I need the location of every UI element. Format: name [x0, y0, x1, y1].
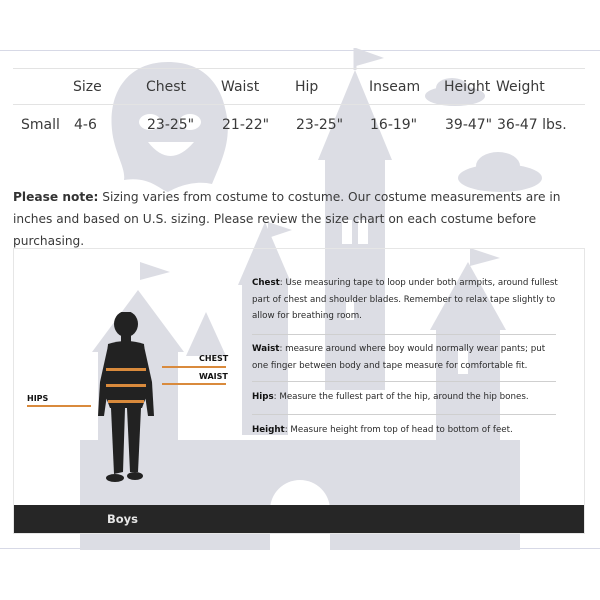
height-instruction	[252, 422, 558, 439]
table-row	[13, 105, 585, 177]
hips-label: HIPS	[27, 394, 49, 403]
chest-label: CHEST	[199, 354, 229, 363]
hips-leader-line	[27, 405, 91, 407]
size-table-header-row	[13, 69, 585, 105]
table-cell: 39-47"	[445, 117, 493, 133]
table-cell: 4-6	[74, 117, 97, 133]
instruction-divider	[252, 381, 556, 382]
sizing-note-label: Please note:	[13, 190, 99, 204]
instruction-text: : Measure the fullest part of the hip, around the hip bones.	[273, 392, 529, 402]
instruction-term: Chest	[252, 278, 280, 288]
size-table-header: Chest	[146, 69, 221, 105]
table-cell: 16-19"	[370, 117, 418, 133]
instruction-text: : measure around where boy would normally wear pants; put one finger between body and tape measure for comfortable fit.	[252, 344, 546, 371]
instruction-text: : Measure height from top of head to bottom of feet.	[284, 425, 513, 435]
instruction-term: Waist	[252, 344, 280, 354]
size-table-header: Hip	[295, 69, 369, 105]
instruction-divider	[252, 414, 556, 415]
size-table-header: Inseam	[369, 69, 444, 105]
chart-footer-bar	[14, 505, 584, 533]
sizing-note-text: Sizing varies from costume to costume. Our costume measurements are in inches and based on U.S. sizing. Please review the size chart on each costume before purchasing.	[13, 190, 561, 248]
table-cell: 36-47 lbs.	[497, 117, 567, 133]
size-table-header: Waist	[221, 69, 295, 105]
chart-footer-label: Boys	[107, 512, 139, 526]
instruction-divider	[252, 334, 556, 335]
sizing-note	[13, 186, 588, 252]
instruction-term: Hips	[252, 392, 274, 402]
instruction-term: Height	[252, 425, 285, 435]
boy-silhouette-figure	[92, 312, 162, 488]
table-cell: 23-25"	[147, 117, 195, 133]
size-table-header: Size	[73, 69, 146, 105]
table-cell: 23-25"	[296, 117, 344, 133]
chest-instruction	[252, 275, 558, 325]
waist-label: WAIST	[199, 372, 228, 381]
instruction-text: : Use measuring tape to loop under both armpits, around fullest part of chest and shoulder blades. Remember to relax tape slightly to allow for breathing room.	[252, 278, 558, 321]
table-cell: 21-22"	[222, 117, 270, 133]
chest-leader-line	[162, 366, 226, 368]
hips-instruction	[252, 389, 558, 406]
waist-leader-line	[162, 383, 226, 385]
table-cell: Small	[21, 117, 60, 133]
size-table	[13, 68, 585, 176]
waist-instruction	[252, 341, 558, 374]
size-table-header: Height	[444, 69, 496, 105]
size-table-header: Weight	[496, 69, 585, 105]
size-table-header	[13, 69, 73, 105]
